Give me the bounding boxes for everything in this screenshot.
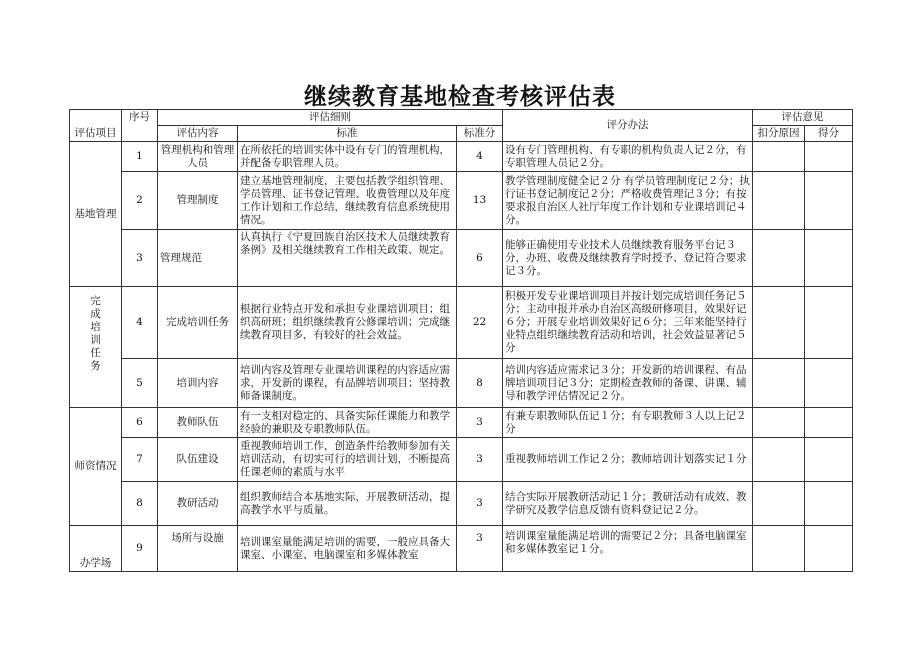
row-method: 积极开发专业课培训项目并按计划完成培训任务记５分；主动申报并承办自治区高级研修项目，效果好记６分；开展专业培训效果好记６分；三年来能坚持行业特点组织继续教育活动和培训，社会效益显著记５分 [503, 287, 753, 359]
header-deduct: 扣分原因 [753, 126, 805, 142]
row-score: 22 [457, 287, 503, 359]
row-no: 4 [122, 287, 158, 359]
row-content: 完成培训任务 [158, 287, 238, 359]
table-row [70, 142, 853, 172]
row-standard: 培训内容及管理专业课培训课程的内容适应需求，开发新的课程，有品牌培训项目；坚持教师备课制度。 [238, 359, 457, 408]
header-category: 评估项目 [70, 110, 122, 142]
header-index: 序号 [122, 110, 158, 142]
row-score: 3 [457, 482, 503, 526]
table-row [70, 287, 853, 359]
row-content: 管理机构和管理人员 [158, 142, 238, 172]
header-details: 评估细则 [158, 110, 503, 126]
row-score-cell[interactable] [805, 438, 853, 482]
row-standard: 认真执行《宁夏回族自治区技术人员继续教育条例》及相关继续教育工作相关政策、规定。 [238, 230, 457, 287]
table-row [70, 359, 853, 408]
row-standard: 培训课室量能满足培训的需要，一般应具备大课室、小课室、电脑课室和多媒体教室 [238, 526, 457, 572]
row-score-cell[interactable] [805, 359, 853, 408]
row-score-cell[interactable] [805, 230, 853, 287]
row-no: 1 [122, 142, 158, 172]
header-standard: 标准 [238, 126, 457, 142]
row-deduct-cell[interactable] [753, 408, 805, 438]
row-content: 培训内容 [158, 359, 238, 408]
row-deduct-cell[interactable] [753, 172, 805, 230]
table-row [70, 526, 853, 572]
row-standard: 重视教师培训工作，创造条件给教师参加有关培训活动，有切实可行的培训计划，不断提高任课老师的素质与水平 [238, 438, 457, 482]
row-score-cell[interactable] [805, 482, 853, 526]
group-facility: 办学场 [70, 526, 122, 572]
row-standard: 建立基地管理制度，主要包括教学组织管理、学员管理、证书登记管理、收费管理以及年度工作计划和工作总结，继续教育信息系统使用情况。 [238, 172, 457, 230]
group-teacher: 师资情况 [70, 408, 122, 526]
row-content: 管理规范 [158, 230, 238, 287]
row-deduct-cell[interactable] [753, 438, 805, 482]
row-deduct-cell[interactable] [753, 287, 805, 359]
row-deduct-cell[interactable] [753, 359, 805, 408]
table-row [70, 172, 853, 230]
group-base: 基地管理 [70, 142, 122, 287]
table-row [70, 482, 853, 526]
row-content: 队伍建设 [158, 438, 238, 482]
row-deduct-cell[interactable] [753, 482, 805, 526]
row-no: 8 [122, 482, 158, 526]
row-score-cell[interactable] [805, 526, 853, 572]
row-standard: 有一支相对稳定的、具备实际任课能力和教学经验的兼职及专职教师队伍。 [238, 408, 457, 438]
header-method: 评分办法 [503, 110, 753, 142]
row-score: 3 [457, 438, 503, 482]
row-no: 7 [122, 438, 158, 482]
table-row [70, 408, 853, 438]
page-title: 继续教育基地检查考核评估表 [304, 84, 616, 110]
row-method: 培训课室量能满足培训的需要记２分；具备电脑课室和多媒体教室记１分。 [503, 526, 753, 572]
row-method: 重视教师培训工作记２分；教师培训计划落实记１分 [503, 438, 753, 482]
row-standard: 在所依托的培训实体中设有专门的管理机构，并配备专职管理人员。 [238, 142, 457, 172]
row-deduct-cell[interactable] [753, 142, 805, 172]
row-method: 教学管理制度健全记２分 有学员管理制度记２分；执行证书登记制度记２分；严格收费管理记３分；有按要求报自治区人社厅年度工作计划和专业课培训记４分。 [503, 172, 753, 230]
row-deduct-cell[interactable] [753, 526, 805, 572]
row-method: 设有专门管理机构、有专职的机构负责人记２分，有专职管理人员记２分。 [503, 142, 753, 172]
header-score-std: 标准分 [457, 126, 503, 142]
group-train: 完 成 培 训 任 务 [70, 287, 122, 408]
row-no: 9 [122, 526, 158, 572]
row-score: 3 [457, 408, 503, 438]
header-content: 评估内容 [158, 126, 238, 142]
row-no: 6 [122, 408, 158, 438]
row-score: 8 [457, 359, 503, 408]
row-standard: 组织教师结合本基地实际，开展教研活动，提高教学水平与质量。 [238, 482, 457, 526]
row-score-cell[interactable] [805, 287, 853, 359]
row-content: 教师队伍 [158, 408, 238, 438]
row-method: 结合实际开展教研活动记１分；教研活动有成效、教学研究及教学信息反馈有资料登记记２分。 [503, 482, 753, 526]
table-row [70, 230, 853, 287]
row-content: 场所与设施 [158, 526, 238, 572]
header-opinion: 评估意见 [753, 110, 853, 126]
row-content: 教研活动 [158, 482, 238, 526]
row-no: 2 [122, 172, 158, 230]
row-standard: 根据行业特点开发和承担专业课培训项目；组织高研班；组织继续教育公修课培训；完成继续教育项目多，有较好的社会效益。 [238, 287, 457, 359]
row-no: 3 [122, 230, 158, 287]
row-content: 管理制度 [158, 172, 238, 230]
evaluation-table [69, 109, 853, 572]
row-score: 13 [457, 172, 503, 230]
row-method: 培训内容适应需求记３分；开发新的培训课程、有品牌培训项目记３分；定期检查教师的备课、讲课、辅导和教学评估情况记２分。 [503, 359, 753, 408]
row-no: 5 [122, 359, 158, 408]
row-score: 4 [457, 142, 503, 172]
header-row-1 [70, 110, 853, 126]
row-score-cell[interactable] [805, 172, 853, 230]
table-row [70, 438, 853, 482]
row-score-cell[interactable] [805, 142, 853, 172]
row-score-cell[interactable] [805, 408, 853, 438]
row-score: 3 [457, 526, 503, 572]
header-score: 得分 [805, 126, 853, 142]
row-method: 能够正确使用专业技术人员继续教育服务平台记３分，办班、收费及继续教育学时授予、登记符合要求记３分。 [503, 230, 753, 287]
row-deduct-cell[interactable] [753, 230, 805, 287]
row-score: 6 [457, 230, 503, 287]
row-method: 有兼专职教师队伍记１分；有专职教师３人以上记２分 [503, 408, 753, 438]
